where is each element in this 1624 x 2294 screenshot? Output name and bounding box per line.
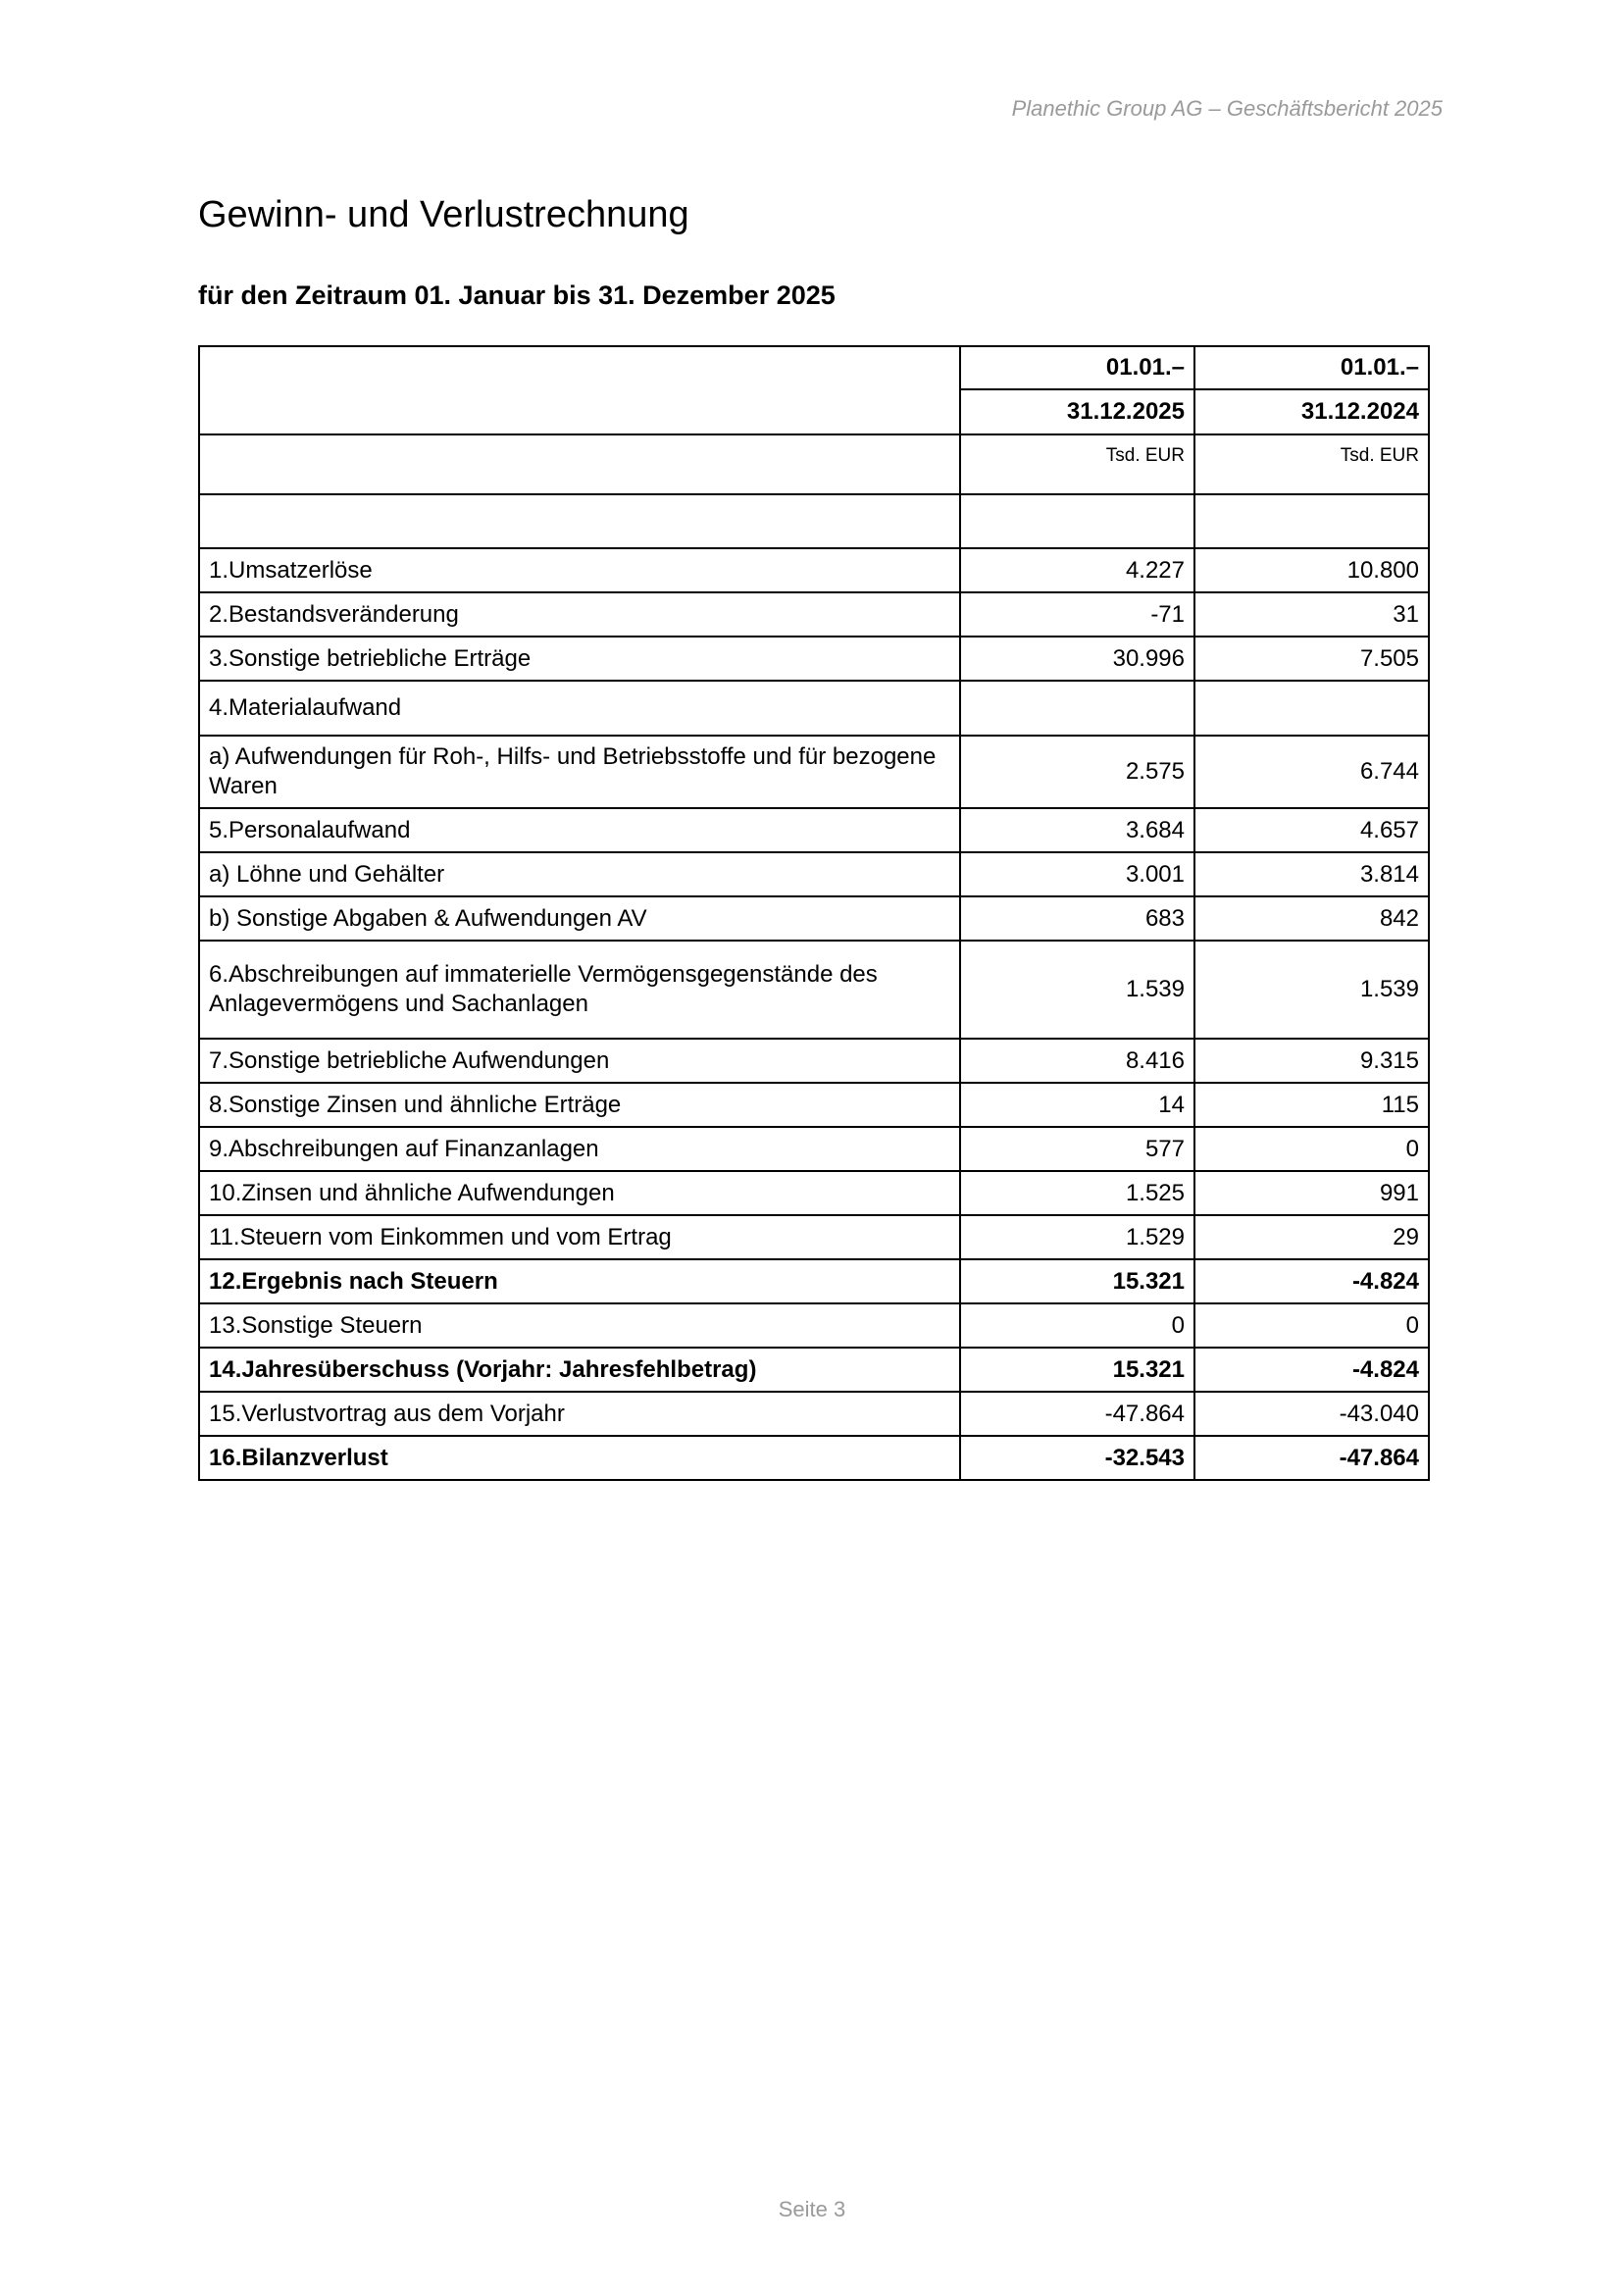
- unit-label-cell: [199, 434, 960, 494]
- row-label: 13.Sonstige Steuern: [199, 1303, 960, 1348]
- row-label: 3.Sonstige betriebliche Erträge: [199, 637, 960, 681]
- page-title: Gewinn- und Verlustrechnung: [198, 194, 689, 235]
- header-previous-start: 01.01.–: [1194, 346, 1429, 389]
- row-value-current: 0: [960, 1303, 1194, 1348]
- row-label: 14.Jahresüberschuss (Vorjahr: Jahresfehlbetrag): [199, 1348, 960, 1392]
- row-value-previous: 4.657: [1194, 808, 1429, 852]
- row-label: 16.Bilanzverlust: [199, 1436, 960, 1480]
- table-row: [199, 592, 1429, 637]
- row-value-previous: 31: [1194, 592, 1429, 637]
- table-row: [199, 896, 1429, 941]
- table-row-subtotal: [199, 1348, 1429, 1392]
- header-row-unit: [199, 434, 1429, 494]
- row-label: b) Sonstige Abgaben & Aufwendungen AV: [199, 896, 960, 941]
- table-row: [199, 941, 1429, 1039]
- header-current-start: 01.01.–: [960, 346, 1194, 389]
- row-label: 2.Bestandsveränderung: [199, 592, 960, 637]
- row-value-current: 1.539: [960, 941, 1194, 1039]
- row-label: 11.Steuern vom Einkommen und vom Ertrag: [199, 1215, 960, 1259]
- row-value-current: -32.543: [960, 1436, 1194, 1480]
- row-value-previous: -43.040: [1194, 1392, 1429, 1436]
- row-value-previous: 0: [1194, 1127, 1429, 1171]
- row-label: a) Aufwendungen für Roh-, Hilfs- und Betriebsstoffe und für bezogene Waren: [199, 736, 960, 808]
- table-row: [199, 808, 1429, 852]
- row-label: a) Löhne und Gehälter: [199, 852, 960, 896]
- table-row: [199, 1039, 1429, 1083]
- header-label-cell: [199, 346, 960, 434]
- row-value-current: 8.416: [960, 1039, 1194, 1083]
- table-row: [199, 681, 1429, 736]
- table-row-subtotal: [199, 1259, 1429, 1303]
- row-value-current: 3.684: [960, 808, 1194, 852]
- page-number: Seite 3: [778, 2197, 846, 2221]
- row-value-previous: 842: [1194, 896, 1429, 941]
- header-row-period-start: [199, 346, 1429, 389]
- row-value-current: 15.321: [960, 1348, 1194, 1392]
- income-statement-table: [198, 345, 1430, 1481]
- header-previous-end: 31.12.2024: [1194, 389, 1429, 434]
- row-value-previous: 3.814: [1194, 852, 1429, 896]
- row-label: 8.Sonstige Zinsen und ähnliche Erträge: [199, 1083, 960, 1127]
- row-value-current: 683: [960, 896, 1194, 941]
- row-value-current: 14: [960, 1083, 1194, 1127]
- row-value-current: 15.321: [960, 1259, 1194, 1303]
- row-value-previous: 10.800: [1194, 548, 1429, 592]
- row-value-previous: [1194, 681, 1429, 736]
- row-value-current: 4.227: [960, 548, 1194, 592]
- table-row: [199, 852, 1429, 896]
- row-value-previous: 6.744: [1194, 736, 1429, 808]
- table-row: [199, 1303, 1429, 1348]
- table-row: [199, 736, 1429, 808]
- table-row: [199, 1171, 1429, 1215]
- running-header: Planethic Group AG – Geschäftsbericht 2025: [1011, 96, 1443, 121]
- row-value-current: 2.575: [960, 736, 1194, 808]
- header-current-end: 31.12.2025: [960, 389, 1194, 434]
- row-value-current: 3.001: [960, 852, 1194, 896]
- row-label: 7.Sonstige betriebliche Aufwendungen: [199, 1039, 960, 1083]
- row-value-previous: -4.824: [1194, 1259, 1429, 1303]
- table-row-total: [199, 1436, 1429, 1480]
- spacer-row: [199, 494, 1429, 548]
- row-value-previous: -4.824: [1194, 1348, 1429, 1392]
- row-value-previous: 7.505: [1194, 637, 1429, 681]
- row-value-current: 1.529: [960, 1215, 1194, 1259]
- row-value-previous: 0: [1194, 1303, 1429, 1348]
- row-value-current: -47.864: [960, 1392, 1194, 1436]
- row-label: 10.Zinsen und ähnliche Aufwendungen: [199, 1171, 960, 1215]
- table-row: [199, 1127, 1429, 1171]
- table-row: [199, 1392, 1429, 1436]
- row-label: 12.Ergebnis nach Steuern: [199, 1259, 960, 1303]
- row-value-current: [960, 681, 1194, 736]
- unit-current: Tsd. EUR: [960, 434, 1194, 494]
- row-value-previous: 1.539: [1194, 941, 1429, 1039]
- row-value-current: 30.996: [960, 637, 1194, 681]
- row-label: 15.Verlustvortrag aus dem Vorjahr: [199, 1392, 960, 1436]
- row-value-previous: 115: [1194, 1083, 1429, 1127]
- period-subtitle: für den Zeitraum 01. Januar bis 31. Dezember 2025: [198, 280, 836, 310]
- row-value-current: 577: [960, 1127, 1194, 1171]
- table-row: [199, 1215, 1429, 1259]
- row-label: 6.Abschreibungen auf immaterielle Vermögensgegenstände des Anlagevermögens und Sachanlagen: [199, 941, 960, 1039]
- row-label: 4.Materialaufwand: [199, 681, 960, 736]
- row-value-previous: -47.864: [1194, 1436, 1429, 1480]
- row-value-current: 1.525: [960, 1171, 1194, 1215]
- row-value-previous: 991: [1194, 1171, 1429, 1215]
- unit-previous: Tsd. EUR: [1194, 434, 1429, 494]
- row-value-previous: 9.315: [1194, 1039, 1429, 1083]
- table-row: [199, 1083, 1429, 1127]
- table-row: [199, 637, 1429, 681]
- row-value-previous: 29: [1194, 1215, 1429, 1259]
- table-row: [199, 548, 1429, 592]
- row-label: 9.Abschreibungen auf Finanzanlagen: [199, 1127, 960, 1171]
- row-label: 1.Umsatzerlöse: [199, 548, 960, 592]
- row-value-current: -71: [960, 592, 1194, 637]
- row-label: 5.Personalaufwand: [199, 808, 960, 852]
